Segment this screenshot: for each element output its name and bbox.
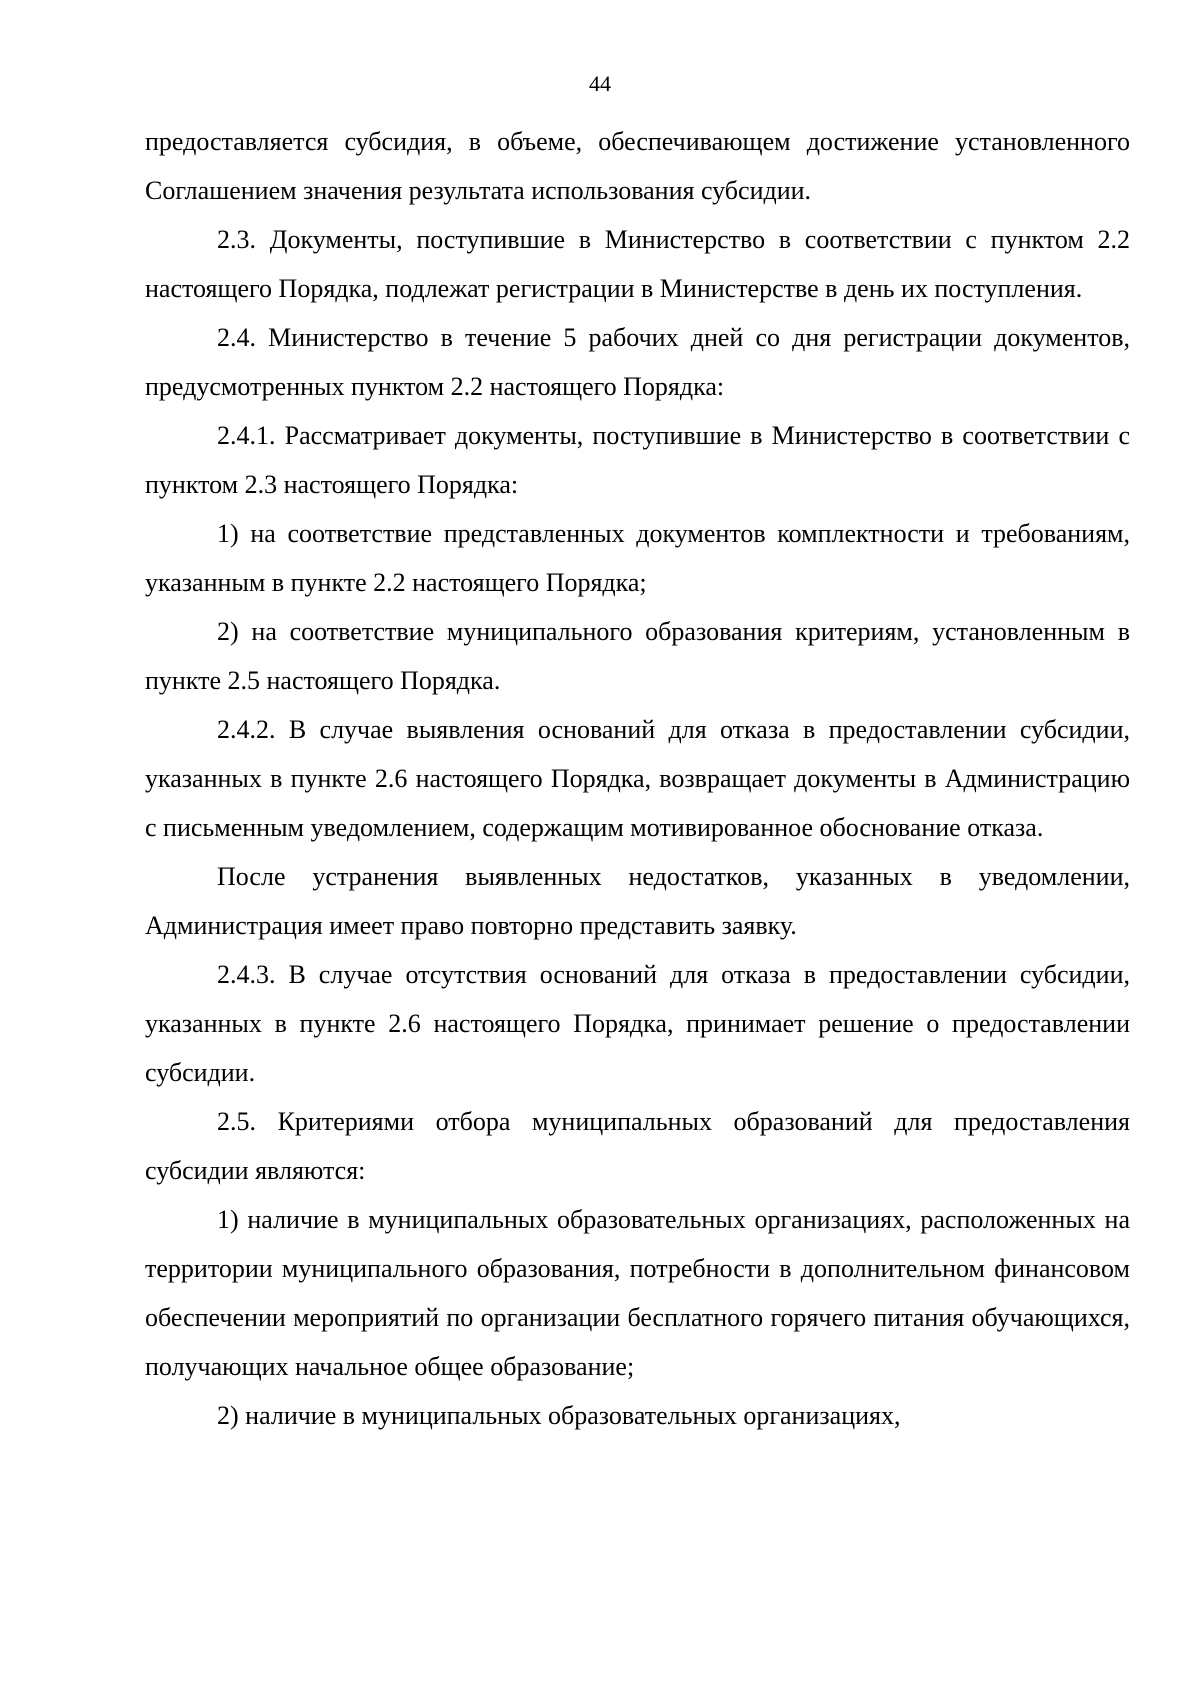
paragraph-2-4-1-item-1: 1) на соответствие представленных документов комплектности и требованиям, указанным в пункте 2.2 настоящего Порядка; bbox=[145, 519, 1130, 597]
page-number: 44 bbox=[589, 71, 611, 96]
paragraph-2-5-item-2: 2) наличие в муниципальных образовательных организациях, bbox=[217, 1401, 901, 1430]
paragraph-2-4-1-item-2: 2) на соответствие муниципального образования критериям, установленным в пункте 2.5 настоящего Порядка. bbox=[145, 617, 1130, 695]
paragraph-2-5-item-1: 1) наличие в муниципальных образовательных организациях, расположенных на территории муниципального образования, потребности в дополнительном финансовом обеспечении мероприятий по организации бесплатного горячего питания обучающихся, получающих начальное общее образование; bbox=[145, 1205, 1130, 1381]
document-body bbox=[145, 117, 1130, 1440]
paragraph-2-5: 2.5. Критериями отбора муниципальных образований для предоставления субсидии являются: bbox=[145, 1107, 1130, 1185]
paragraph-2-4-2-note: После устранения выявленных недостатков, указанных в уведомлении, Администрация имеет право повторно представить заявку. bbox=[145, 862, 1130, 940]
paragraph-2-3: 2.3. Документы, поступившие в Министерство в соответствии с пунктом 2.2 настоящего Порядка, подлежат регистрации в Министерстве в день их поступления. bbox=[145, 225, 1130, 303]
paragraph-2-4-3: 2.4.3. В случае отсутствия оснований для отказа в предоставлении субсидии, указанных в пункте 2.6 настоящего Порядка, принимает решение о предоставлении субсидии. bbox=[145, 960, 1130, 1087]
paragraph-2-4-2: 2.4.2. В случае выявления оснований для отказа в предоставлении субсидии, указанных в пункте 2.6 настоящего Порядка, возвращает документы в Администрацию с письменным уведомлением, содержащим мотивированное обоснование отказа. bbox=[145, 715, 1130, 842]
paragraph-2-4-1: 2.4.1. Рассматривает документы, поступившие в Министерство в соответствии с пунктом 2.3 настоящего Порядка: bbox=[145, 421, 1130, 499]
paragraph-2-4: 2.4. Министерство в течение 5 рабочих дней со дня регистрации документов, предусмотренных пунктом 2.2 настоящего Порядка: bbox=[145, 323, 1130, 401]
paragraph-continuation: предоставляется субсидия, в объеме, обеспечивающем достижение установленного Соглашением значения результата использования субсидии. bbox=[145, 127, 1130, 205]
